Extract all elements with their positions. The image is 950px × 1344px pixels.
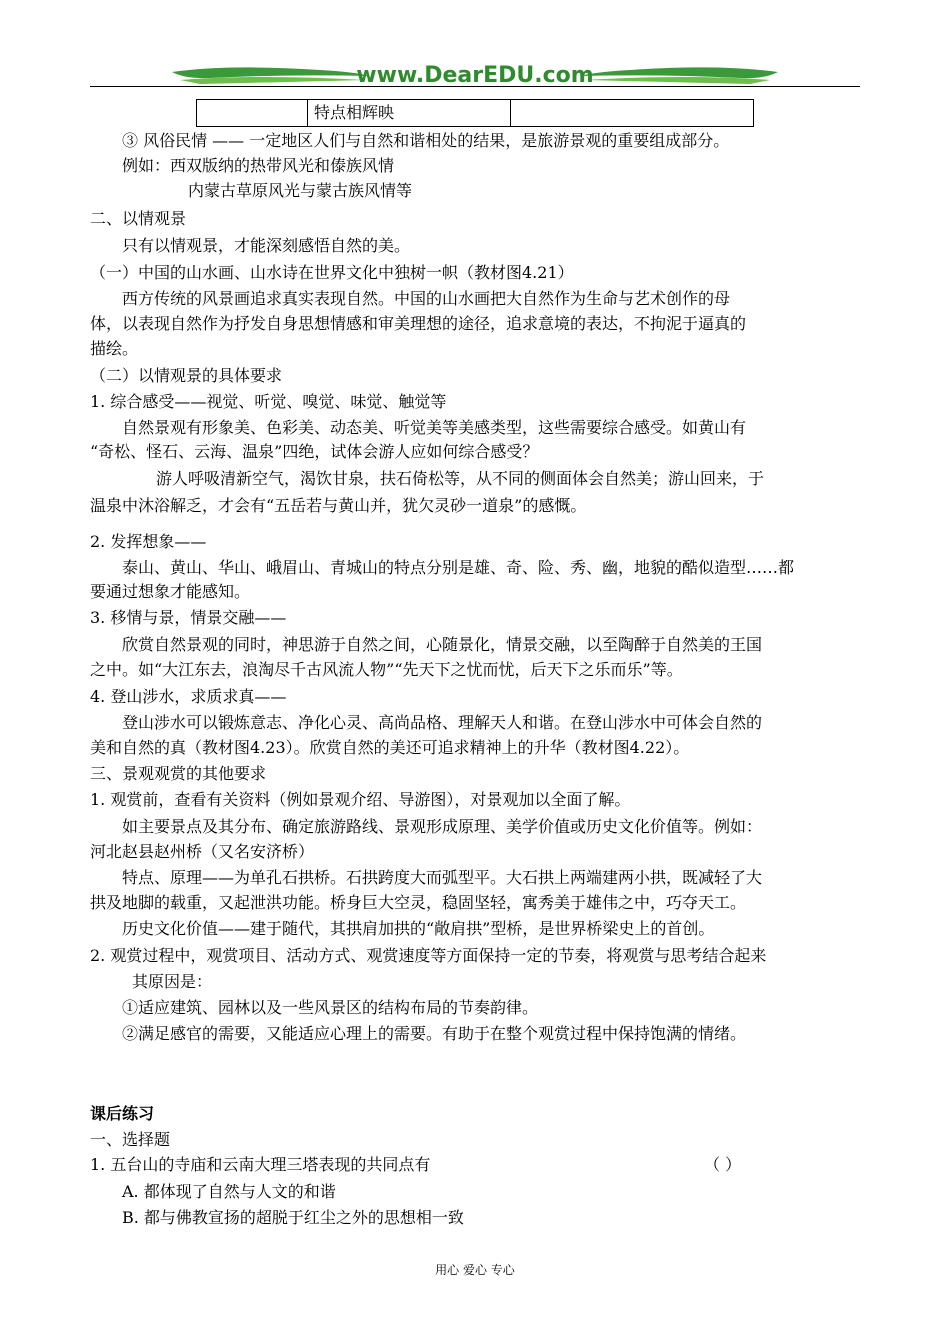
option-a: A. 都体现了自然与人文的和谐 (122, 1182, 336, 1201)
table-cell: 特点相辉映 (308, 100, 511, 127)
section-heading: 二、以情观景 (90, 209, 187, 228)
list-item: ①适应建筑、园林以及一些风景区的结构布局的节奏韵律。 (122, 998, 539, 1017)
item-heading: 1. 观赏前，查看有关资料（例如景观介绍、导游图），对景观加以全面了解。 (90, 790, 631, 809)
text-line: 体，以表现自然作为抒发自身思想情感和审美理想的途径，追求意境的表达，不拘泥于逼真的 (90, 314, 747, 333)
table-fragment (196, 99, 754, 127)
site-logo (170, 62, 780, 92)
text-line: 美和自然的真（教材图4.23）。欣赏自然的美还可追求精神上的升华（教材图4.22）。 (90, 738, 690, 757)
text-line: 河北赵县赵州桥（又名安济桥） (90, 842, 315, 861)
text-line: 之中。如“大江东去，浪淘尽千古风流人物”“先天下之忧而忧，后天下之乐而乐”等。 (90, 660, 683, 679)
text-line: 温泉中沐浴解乏，才会有“五岳若与黄山并，犹欠灵砂一道泉”的感慨。 (90, 496, 587, 515)
question-text: 1. 五台山的寺庙和云南大理三塔表现的共同点有 (90, 1155, 431, 1174)
text-line: 只有以情观景，才能深刻感悟自然的美。 (122, 236, 411, 255)
table-cell (197, 100, 308, 127)
text-line: 要通过想象才能感知。 (90, 582, 251, 601)
item-heading: 4. 登山涉水，求质求真—— (90, 687, 287, 706)
answer-bracket: （ ） (704, 1155, 742, 1174)
text-line: 历史文化价值——建于随代，其拱肩加拱的“敞肩拱”型桥，是世界桥梁史上的首创。 (122, 919, 715, 938)
text-line: 欣赏自然景观的同时，神思游于自然之间，心随景化，情景交融，以至陶醉于自然美的王国 (122, 635, 763, 654)
section-heading: 三、景观观赏的其他要求 (90, 764, 267, 783)
item-heading: 2. 观赏过程中，观赏项目、活动方式、观赏速度等方面保持一定的节奏，将观赏与思考结合起来 (90, 946, 767, 965)
section-heading: 一、选择题 (90, 1130, 171, 1149)
item-heading: 3. 移情与景，情景交融—— (90, 608, 287, 627)
table-row (197, 100, 754, 127)
text-line: 泰山、黄山、华山、峨眉山、青城山的特点分别是雄、奇、险、秀、幽，地貌的酷似造型……都 (122, 558, 795, 577)
text-line: ③ 风俗民情 —— 一定地区人们与自然和谐相处的结果，是旅游景观的重要组成部分。 (122, 131, 730, 150)
subsection-heading: （一）中国的山水画、山水诗在世界文化中独树一帜（教材图4.21） (90, 263, 574, 282)
text-line: 游人呼吸清新空气，渴饮甘泉，扶石倚松等，从不同的侧面体会自然美；游山回来，于 (156, 469, 765, 488)
item-heading: 2. 发挥想象—— (90, 532, 207, 551)
text-line: 例如：西双版纳的热带风光和傣族风情 (122, 156, 395, 175)
option-b: B. 都与佛教宣扬的超脱于红尘之外的思想相一致 (122, 1208, 464, 1227)
list-item: ②满足感官的需要，又能适应心理上的需要。有助于在整个观赏过程中保持饱满的情绪。 (122, 1024, 747, 1043)
text-line: 其原因是： (132, 972, 213, 991)
exercise-heading: 课后练习 (90, 1104, 155, 1123)
subsection-heading: （二）以情观景的具体要求 (90, 366, 283, 385)
text-line: “奇松、怪石、云海、温泉”四绝，试体会游人应如何综合感受？ (90, 442, 539, 461)
text-line: 描绘。 (90, 339, 139, 358)
item-heading: 1. 综合感受——视觉、听觉、嗅觉、味觉、触觉等 (90, 392, 447, 411)
text-line: 拱及地脚的载重，又起泄洪功能。桥身巨大空灵，稳固坚轻，寓秀美于雄伟之中，巧夺天工。 (90, 893, 747, 912)
header-rule (90, 86, 860, 87)
text-line: 特点、原理——为单孔石拱桥。石拱跨度大而弧型平。大石拱上两端建两小拱，既减轻了大 (122, 868, 763, 887)
page-footer: 用心 爱心 专心 (435, 1263, 515, 1277)
text-line: 西方传统的风景画追求真实表现自然。中国的山水画把大自然作为生命与艺术创作的母 (122, 289, 731, 308)
text-line: 登山涉水可以锻炼意志、净化心灵、高尚品格、理解天人和谐。在登山涉水中可体会自然的 (122, 713, 763, 732)
logo-text: www.DearEDU.com (356, 63, 594, 88)
text-line: 如主要景点及其分布、确定旅游路线、景观形成原理、美学价值或历史文化价值等。例如： (122, 817, 763, 836)
text-line: 内蒙古草原风光与蒙古族风情等 (188, 181, 413, 200)
table-cell (511, 100, 754, 127)
text-line: 自然景观有形象美、色彩美、动态美、听觉美等美感类型，这些需要综合感受。如黄山有 (122, 418, 747, 437)
